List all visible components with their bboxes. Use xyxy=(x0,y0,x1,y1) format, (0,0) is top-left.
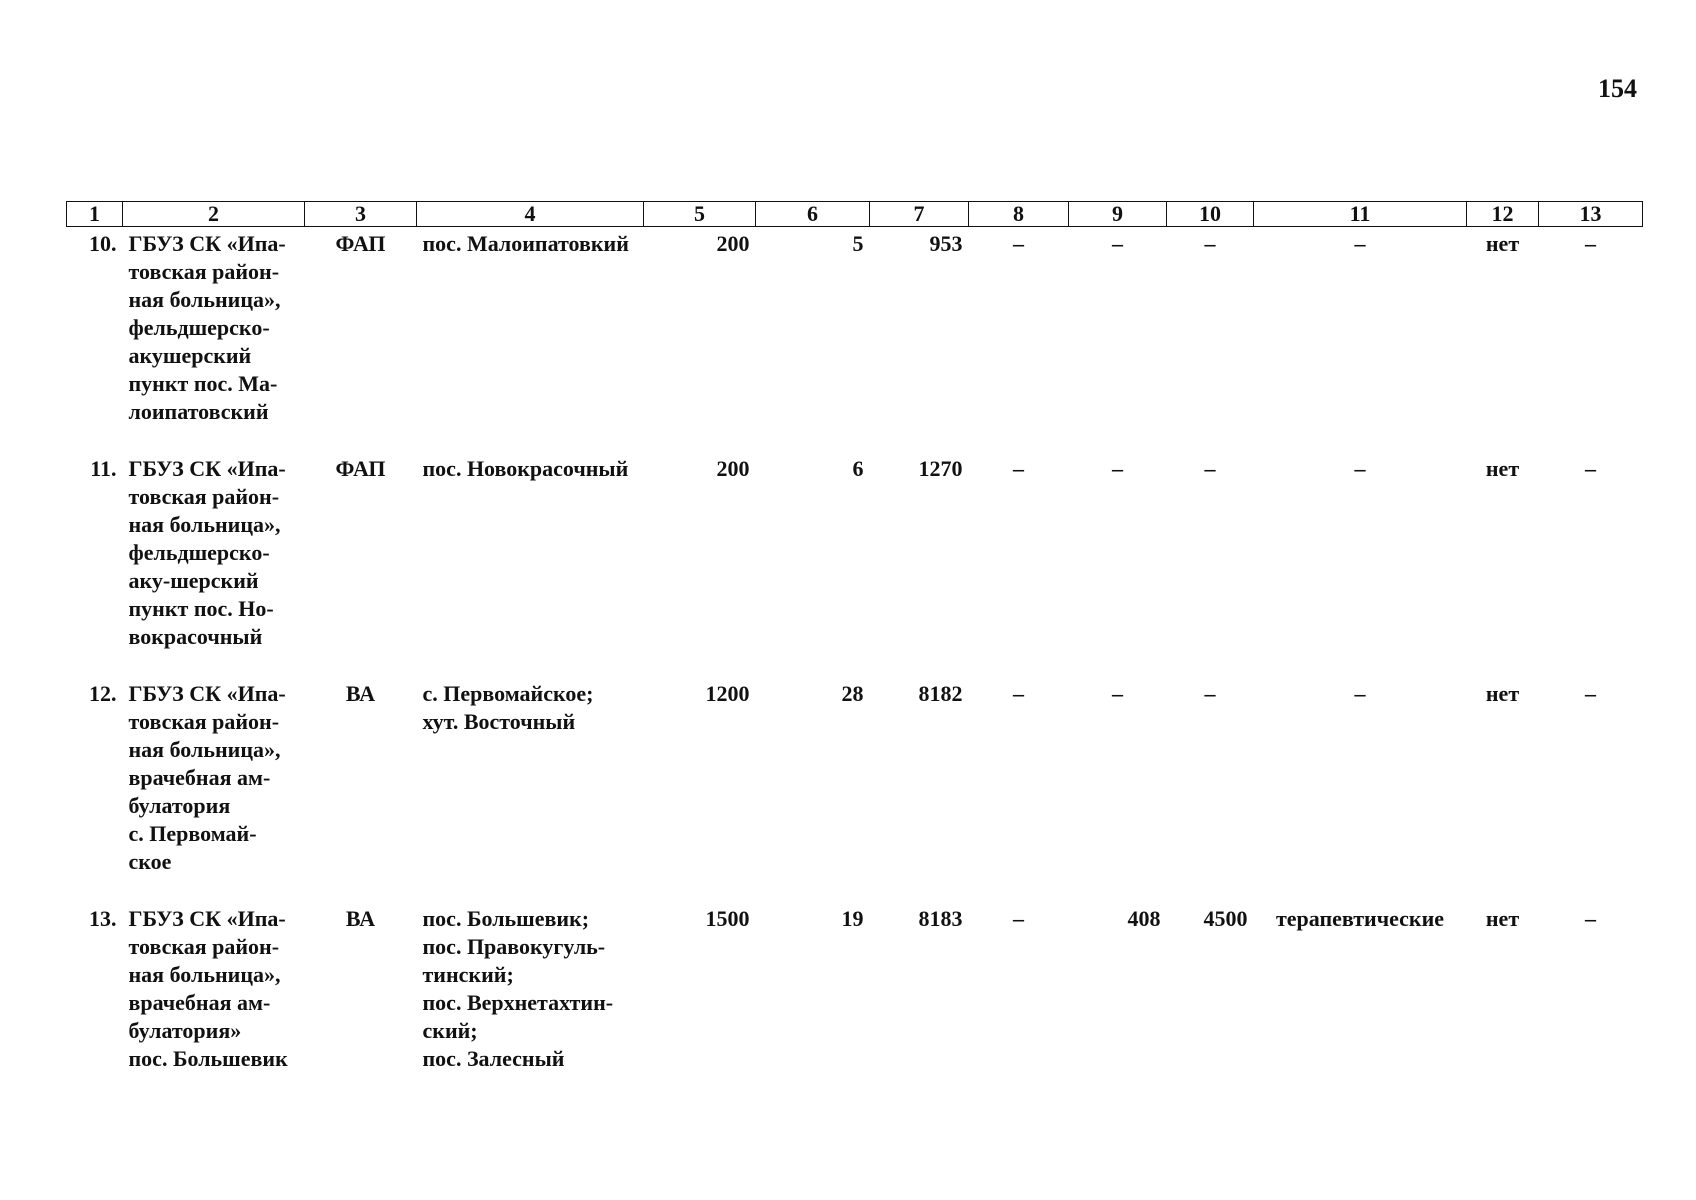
cell-col8: – xyxy=(1013,231,1024,256)
column-number: 3 xyxy=(305,202,417,227)
cell-col12: нет xyxy=(1485,906,1520,931)
cell-col12: нет xyxy=(1485,681,1520,706)
served-settlements: с. Первомайское; хут. Восточный xyxy=(422,681,594,734)
cell-col9: 408 xyxy=(1127,906,1161,931)
column-number: 12 xyxy=(1467,202,1539,227)
facility-name: ГБУЗ СК «Ипа- товская район- ная больница», фельдшерско- акушерский пункт пос. Ма- лоипатовский xyxy=(128,231,286,424)
table-row xyxy=(67,452,1643,677)
facility-type: ФАП xyxy=(335,231,386,256)
facility-name: ГБУЗ СК «Ипа- товская район- ная больница», врачебная ам- булатория» пос. Большевик xyxy=(128,906,288,1071)
cell-col11: – xyxy=(1354,456,1366,481)
column-number: 7 xyxy=(870,202,969,227)
cell-col10: – xyxy=(1204,681,1216,706)
row-number: 13. xyxy=(89,906,117,931)
served-settlements: пос. Малоипатовкий xyxy=(422,231,629,256)
cell-col13: – xyxy=(1585,906,1596,931)
cell-col11: – xyxy=(1354,231,1366,256)
cell-col10: – xyxy=(1204,231,1216,256)
facility-name: ГБУЗ СК «Ипа- товская район- ная больница», врачебная ам- булатория с. Первомай- ское xyxy=(128,681,286,874)
cell-col5: 200 xyxy=(716,231,750,256)
column-number: 13 xyxy=(1539,202,1643,227)
cell-col8: – xyxy=(1013,456,1024,481)
cell-col7: 8182 xyxy=(918,681,963,706)
cell-col13: – xyxy=(1585,231,1596,256)
column-number: 11 xyxy=(1254,202,1467,227)
cell-col6: 6 xyxy=(852,456,864,481)
cell-col9: – xyxy=(1112,456,1123,481)
column-number: 8 xyxy=(969,202,1069,227)
table-row xyxy=(67,227,1643,453)
cell-col5: 1200 xyxy=(705,681,750,706)
row-number: 11. xyxy=(90,456,117,481)
cell-col11: – xyxy=(1354,681,1366,706)
cell-col10: 4500 xyxy=(1203,906,1248,931)
cell-col5: 1500 xyxy=(705,906,750,931)
cell-col11: терапевтические xyxy=(1275,906,1445,931)
column-number: 6 xyxy=(756,202,870,227)
cell-col9: – xyxy=(1112,231,1123,256)
cell-col10: – xyxy=(1204,456,1216,481)
column-number-row xyxy=(67,202,1643,227)
cell-col9: – xyxy=(1112,681,1123,706)
column-number: 5 xyxy=(644,202,756,227)
served-settlements: пос. Большевик; пос. Правокугуль- тинский; пос. Верхнетахтин- ский; пос. Залесный xyxy=(422,906,614,1071)
cell-col6: 19 xyxy=(841,906,864,931)
cell-col7: 953 xyxy=(929,231,963,256)
facility-type: ВА xyxy=(345,906,376,931)
column-number: 10 xyxy=(1167,202,1254,227)
row-number: 12. xyxy=(89,681,117,706)
cell-col12: нет xyxy=(1485,456,1520,481)
register-table xyxy=(66,201,1643,1085)
cell-col6: 5 xyxy=(852,231,864,256)
facility-name: ГБУЗ СК «Ипа- товская район- ная больница», фельдшерско- аку-шерский пункт пос. Но- вокрасочный xyxy=(128,456,286,649)
table-row xyxy=(67,902,1643,1085)
column-number: 2 xyxy=(123,202,305,227)
cell-col8: – xyxy=(1013,681,1024,706)
page-number: 154 xyxy=(1598,74,1637,103)
cell-col6: 28 xyxy=(841,681,864,706)
facility-type: ФАП xyxy=(335,456,386,481)
served-settlements: пос. Новокрасочный xyxy=(422,456,629,481)
column-number: 9 xyxy=(1069,202,1167,227)
column-number: 4 xyxy=(417,202,644,227)
cell-col13: – xyxy=(1585,456,1596,481)
facility-type: ВА xyxy=(345,681,376,706)
column-number: 1 xyxy=(67,202,123,227)
row-number: 10. xyxy=(89,231,117,256)
cell-col7: 8183 xyxy=(918,906,963,931)
cell-col5: 200 xyxy=(716,456,750,481)
table-row xyxy=(67,677,1643,902)
cell-col7: 1270 xyxy=(918,456,963,481)
cell-col8: – xyxy=(1013,906,1024,931)
cell-col12: нет xyxy=(1485,231,1520,256)
cell-col13: – xyxy=(1585,681,1596,706)
